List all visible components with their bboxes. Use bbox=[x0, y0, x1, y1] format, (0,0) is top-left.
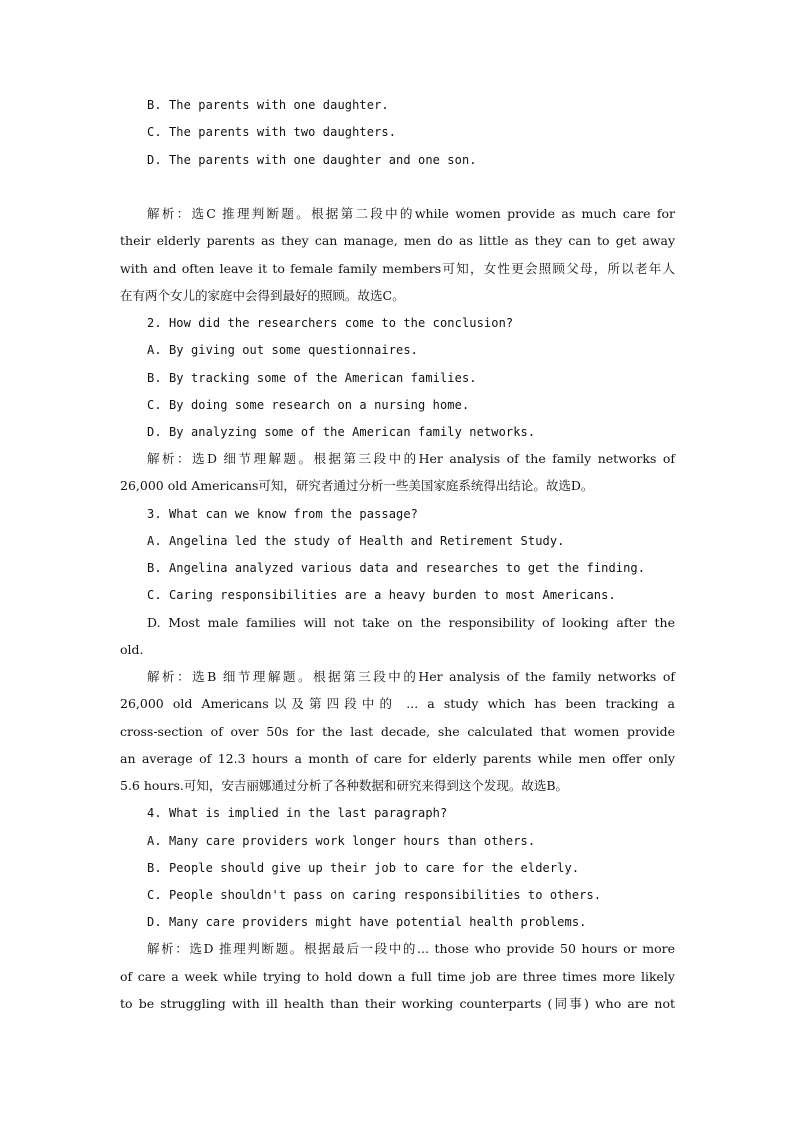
q1-analysis-line-1: 解析：选C 推理判断题。根据第二段中的while women provide as much care for bbox=[147, 206, 675, 221]
q2-analysis-line-2: 26,000 old Americans可知，研究者通过分析一些美国家庭系统得出结论。故选D。 bbox=[120, 478, 594, 493]
q3-option-a: A. Angelina led the study of Health and Retirement Study. bbox=[147, 534, 565, 548]
q4-question: 4. What is implied in the last paragraph? bbox=[147, 806, 448, 820]
q2-option-d: D. By analyzing some of the American family networks. bbox=[147, 425, 536, 439]
q4-analysis-line-3: to be struggling with ill health than their working counterparts (同事) who are not bbox=[120, 996, 675, 1011]
q3-analysis-line-5: 5.6 hours.可知，安吉丽娜通过分析了各种数据和研究来得到这个发现。故选B。 bbox=[120, 778, 569, 793]
q3-option-d-line-1: D. Most male families will not take on the responsibility of looking after the bbox=[147, 615, 675, 630]
q1-option-b: B. The parents with one daughter. bbox=[147, 98, 389, 112]
q4-option-d: D. Many care providers might have potential health problems. bbox=[147, 915, 587, 929]
q3-option-d-line-2: old. bbox=[120, 642, 144, 657]
q3-option-b: B. Angelina analyzed various data and researches to get the finding. bbox=[147, 561, 646, 575]
q1-analysis-line-3: with and often leave it to female family members可知，女性更会照顾父母，所以老年人 bbox=[120, 261, 675, 276]
q4-option-b: B. People should give up their job to care for the elderly. bbox=[147, 861, 580, 875]
q1-option-c: C. The parents with two daughters. bbox=[147, 125, 397, 139]
q4-analysis-line-2: of care a week while trying to hold down a full time job are three times more likely bbox=[120, 969, 675, 984]
q4-analysis-line-1: 解析：选D 推理判断题。根据最后一段中的... those who provide 50 hours or more bbox=[147, 941, 675, 956]
q4-option-a: A. Many care providers work longer hours than others. bbox=[147, 834, 536, 848]
q2-option-c: C. By doing some research on a nursing home. bbox=[147, 398, 470, 412]
q3-question: 3. What can we know from the passage? bbox=[147, 507, 419, 521]
q2-option-a: A. By giving out some questionnaires. bbox=[147, 343, 419, 357]
q4-option-c: C. People shouldn't pass on caring responsibilities to others. bbox=[147, 888, 602, 902]
q3-analysis-line-1: 解析：选B 细节理解题。根据第三段中的Her analysis of the family networks of bbox=[147, 669, 675, 684]
q3-analysis-line-4: an average of 12.3 hours a month of care for elderly parents while men offer only bbox=[120, 751, 675, 766]
q3-option-c: C. Caring responsibilities are a heavy burden to most Americans. bbox=[147, 588, 616, 602]
q2-analysis-line-1: 解析：选D 细节理解题。根据第三段中的Her analysis of the family networks of bbox=[147, 451, 675, 466]
q3-analysis-line-3: cross-section of over 50s for the last decade, she calculated that women provide bbox=[120, 724, 675, 739]
q1-option-d: D. The parents with one daughter and one son. bbox=[147, 153, 477, 167]
q1-analysis-line-4: 在有两个女儿的家庭中会得到最好的照顾。故选C。 bbox=[120, 288, 405, 303]
q3-analysis-line-2: 26,000 old Americans以及第四段中的 ... a study which has been tracking a bbox=[120, 696, 675, 711]
q2-question: 2. How did the researchers come to the conclusion? bbox=[147, 316, 514, 330]
q2-option-b: B. By tracking some of the American families. bbox=[147, 371, 477, 385]
q1-analysis-line-2: their elderly parents as they can manage, men do as little as they can to get away bbox=[120, 233, 675, 248]
